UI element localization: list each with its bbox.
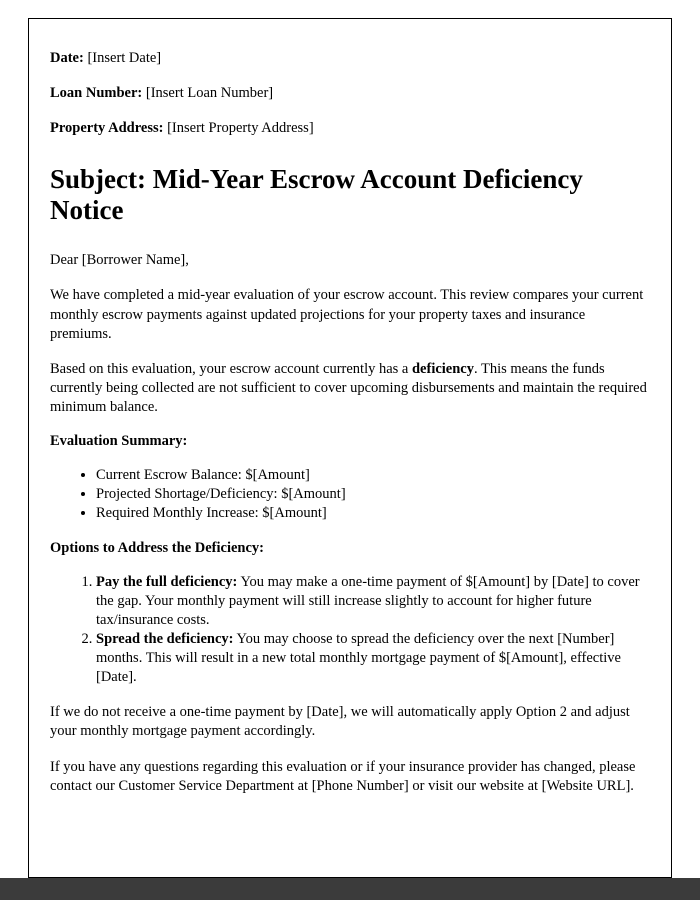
closing-paragraph-1: If we do not receive a one-time payment by [Date], we will automatically apply Option 2 and adjust your monthly mortgage payment accordingly. (50, 704, 630, 740)
property-address-line (50, 119, 650, 138)
list-item: • Current Escrow Balance: $[Amount] (96, 466, 650, 485)
date-label: Date: (50, 50, 84, 66)
options-heading: Options to Address the Deficiency: (50, 539, 265, 556)
bottom-dark-bar (0, 878, 700, 900)
subject-heading: Subject: Mid-Year Escrow Account Deficiency Notice (50, 163, 583, 226)
option-item-1 (96, 573, 650, 630)
list-item: • Required Monthly Increase: $[Amount] (96, 504, 650, 523)
letter-page (28, 18, 672, 878)
deficiency-paragraph (50, 360, 650, 417)
option-2-lead: Spread the deficiency: (96, 630, 234, 647)
closing-paragraph-2: If you have any questions regarding this evaluation or if your insurance provider has changed, please contact our Customer Service Department at [Phone Number] or visit our website at [Website URL]. (50, 758, 636, 794)
list-item: • Projected Shortage/Deficiency: $[Amount] (96, 485, 650, 504)
loan-number-value: [Insert Loan Number] (142, 84, 274, 101)
property-address-label: Property Address: (50, 119, 164, 136)
option-1-lead: Pay the full deficiency: (96, 573, 238, 590)
deficiency-text-post: . This means the funds currently being collected are not sufficient to cover upcoming disbursements and maintain the required minimum balance. (50, 360, 647, 415)
intro-paragraph: We have completed a mid-year evaluation of your escrow account. This review compares your current monthly escrow payments against updated projections for your property taxes and insurance premiums. (50, 287, 644, 342)
date-line (50, 49, 650, 68)
evaluation-summary-heading: Evaluation Summary: (50, 433, 188, 450)
options-list (50, 573, 650, 688)
property-address-value: [Insert Property Address] (163, 119, 314, 136)
loan-number-line (50, 84, 650, 103)
option-item-2 (96, 630, 650, 687)
deficiency-bold-word: deficiency (411, 360, 474, 377)
evaluation-summary-list (50, 466, 650, 523)
option-1-text: You may make a one-time payment of $[Amount] by [Date] to cover the gap. Your monthly payment will still increase slightly to account for higher future tax/insurance costs. (96, 573, 640, 628)
deficiency-text-pre: Based on this evaluation, your escrow account currently has a (50, 360, 412, 377)
salutation: Dear [Borrower Name], (50, 252, 189, 269)
loan-number-label: Loan Number: (50, 84, 143, 101)
date-value: [Insert Date] (83, 50, 162, 66)
option-2-text: You may choose to spread the deficiency over the next [Number] months. This will result in a new total monthly mortgage payment of $[Amount], effective [Date]. (96, 630, 621, 686)
